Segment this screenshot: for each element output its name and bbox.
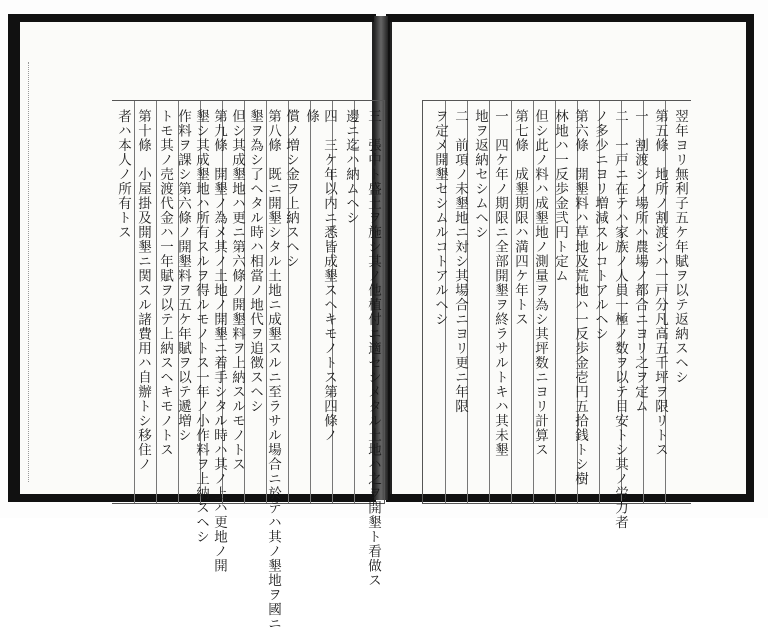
right-page-text-frame <box>422 100 691 530</box>
column-rule <box>310 101 311 503</box>
text-column: 償ノ増シ金ヲ上納スヘシ <box>283 109 299 269</box>
text-column: 墾シ其成墾地ハ所有スルヲ得ルモノトス一年ノ小作料ヲ上納スヘシ <box>193 109 209 544</box>
text-column: 作料ヲ課シ第六條ノ開墾料ヲ五ケ年賦ヲ以テ遞増シ <box>175 109 191 443</box>
text-column: 翌年ヨリ無利子五ケ年賦ヲ以テ返納スヘシ <box>672 109 688 385</box>
text-column: 但シ此ノ料ハ成墾地ノ測量ヲ為シ其坪数ニヨリ計算ス <box>532 109 548 457</box>
text-column: トモ其ノ売渡代金ハ一年賦ヲ以テ上納スヘキモノトス <box>157 109 173 457</box>
text-column: 第九條 開墾ノ為メ其ノ土地ノ開墾ニ着手シタル時ハ其ノ上ハ更地ノ開 <box>211 109 227 573</box>
text-column: 第十條 小屋掛及開墾ニ関スル諸費用ハ自辦トシ移住ノ <box>135 109 151 472</box>
text-column: 第七條 成墾期限ハ満四ケ年トス <box>512 109 528 327</box>
text-column: 二 前項ノ未墾地ニ対シ其場合ニヨリ更ニ年限 <box>452 109 468 414</box>
text-column: 者ハ本人ノ所有トス <box>115 109 131 240</box>
text-column: 一 四ケ年ノ期限ニ全部開墾ヲ終ラサルトキハ其未墾 <box>492 109 508 457</box>
text-column: 一 割渡シノ場所ハ農場ノ都合ニヨリ之ヲ定ム <box>632 109 648 414</box>
text-column: ヲ定メ開墾セシムルコトアルヘシ <box>432 109 448 327</box>
right-page <box>390 22 746 530</box>
text-column: 第六條 開墾料ハ草地及荒地ハ一反歩金壱円五拾銭トシ樹 <box>572 109 588 486</box>
text-column: ノ多少ニヨリ増減スルコトアルヘシ <box>592 109 608 341</box>
text-column: 第五條 地所ノ割渡シハ一戸分凡高五千坪ヲ限リトス <box>652 109 668 457</box>
text-column: 邊ニ迄ハ納ムヘシ <box>343 109 359 225</box>
text-column: 第八條 既ニ開墾シタル土地ニ成墾スルニ至ラサル場合ニ於テハ其ノ墾地ヲ國ニ <box>265 109 281 631</box>
text-column: 四 三ケ年以内ニ悉皆成墾スヘキモノトス第四條ノ <box>321 109 337 443</box>
left-page-text-frame <box>112 100 385 631</box>
text-column: 條 <box>303 109 319 124</box>
left-page-margin-line <box>28 62 33 482</box>
text-column: 但シ其成墾地ハ更ニ第六條ノ開墾料ヲ上納スルモノトス <box>229 109 245 472</box>
text-column: 墾ヲ為シ了ヘタル時ハ相當ノ地代ヲ追徴スヘシ <box>247 109 263 414</box>
text-column: 地ヲ返納セシムヘシ <box>472 109 488 240</box>
text-column: 二 一戸ニ在テハ家族ノ人員一極ノ数ヲ以テ目安トシ其ノ労力者 <box>612 109 628 530</box>
text-column: 林地ハ一反歩金弐円ト定ム <box>552 109 568 283</box>
text-column: 三 張中ト盛土ヲ施シ其ノ他植付ニ適セシメタル土地ハ之ヲ開墾ト看做ス <box>365 109 381 588</box>
left-page <box>20 22 381 631</box>
